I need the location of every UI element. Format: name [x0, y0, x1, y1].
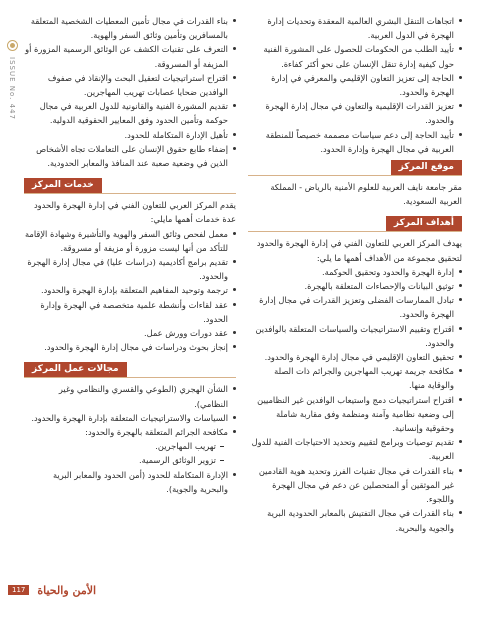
service-item: ترجمة وتوحيد المفاهيم المتعلقة بإدارة الهجرة والحدود.	[24, 283, 236, 297]
goal-item: اقتراح وتقييم الاستراتيجيات والسياسات المتعلقة بالوافدين والحدود.	[248, 322, 462, 350]
goal-item: تبادل الممارسات الفضلى وتعزيز القدرات في مجال إدارة الهجرة والحدود.	[248, 293, 462, 321]
goal-item: بناء القدرات في مجال التفتيش بالمعابر الحدودية البرية والجوية والبحرية.	[248, 506, 462, 534]
capacity-item: التعرف على تقنيات الكشف عن الوثائق الرسمية المزورة أو المزيفة أو المسروقة.	[24, 42, 236, 70]
location-heading	[248, 160, 462, 176]
service-item: عقد لقاءات وأنشطة علمية متخصصة في الهجرة وإدارة الحدود.	[24, 298, 236, 326]
goal-item: بناء القدرات في مجال تقنيات الفرز وتحديد هوية القادمين غير الموثقين أو المتحصلين عن دعم في مجال الهجرة واللجوء.	[248, 464, 462, 507]
ornament-icon	[7, 40, 18, 51]
intro-bullet: تأييد الحاجة إلى دعم سياسات مصممة خصيصاً للمنطقة العربية في مجال الهجرة وإدارة الحدود.	[248, 128, 462, 156]
field-item: مكافحة الجرائم المتعلقة بالهجرة والحدود:	[24, 425, 236, 439]
sub-field-item: تزوير الوثائق الرسمية.	[24, 453, 236, 467]
location-text: مقر جامعة نايف العربية للعلوم الأمنية بالرياض - المملكة العربية السعودية.	[270, 182, 462, 207]
goals-heading-label: أهداف المركز	[386, 216, 462, 231]
page-footer	[8, 579, 148, 601]
goals-heading	[248, 216, 462, 232]
fields-list	[24, 382, 236, 496]
intro-bullet: تأييد الطلب من الحكومات للحصول على المشورة الفنية حول كيفية إدارة تنقل الإنسان على نحو أكثر كفاءة.	[248, 42, 462, 70]
goal-item: تحقيق التعاون الإقليمي في مجال إدارة الهجرة والحدود.	[248, 350, 462, 364]
capacity-list	[24, 14, 236, 170]
magazine-logo: الأمن والحياة	[37, 583, 97, 597]
goal-item: توثيق البيانات والإحصاءات المتعلقة بالهجرة.	[248, 279, 462, 293]
field-item: الشأن الهجري (الطوعي والقسري والنظامي وغير النظامي).	[24, 382, 236, 410]
page-number: 117	[8, 585, 29, 595]
capacity-item: إضفاء طابع حقوق الإنسان على التعاملات تجاه الأشخاص الذين في وضعية صعبة عند المنافذ والمعابر الحدودية.	[24, 142, 236, 170]
goal-item: إدارة الهجرة والحدود وتحقيق الحوكمة.	[248, 265, 462, 279]
fields-heading-label: مجالات عمل المركز	[24, 362, 127, 377]
issue-marker	[4, 40, 20, 160]
left-column	[24, 14, 236, 496]
location-heading-label: موقع المركز	[391, 160, 462, 175]
service-item: عقد دورات وورش عمل.	[24, 326, 236, 340]
intro-bullet: تعزيز القدرات الإقليمية والتعاون في مجال إدارة الهجرة والحدود.	[248, 99, 462, 127]
service-item: معمل لفحص وثائق السفر والهوية والتأشيرة وشهادة الإقامة للتأكد من أنها ليست مزورة أو مزيفة أو مسروقة.	[24, 227, 236, 255]
goal-item: اقتراح استراتيجيات دمج واستيعاب الوافدين غير النظاميين إلى وضعية نظامية وآمنة ومنظمة وفق مقاربة شاملة وحقوقية وإنسانية.	[248, 393, 462, 436]
capacity-item: تقديم المشورة الفنية والقانونية للدول العربية في مجال حوكمة وتأمين الحدود وفق المعايير الحقوقية الدولية.	[24, 99, 236, 127]
intro-bullet: الحاجة إلى تعزيز التعاون الإقليمي والمعرفي في إدارة الهجرة والحدود.	[248, 71, 462, 99]
service-item: إنجاز بحوث ودراسات في مجال إدارة الهجرة والحدود.	[24, 340, 236, 354]
capacity-item: بناء القدرات في مجال تأمين المعطيات الشخصية المتعلقة بالمسافرين وتأمين وثائق السفر والهوية.	[24, 14, 236, 42]
services-intro: يقدم المركز العربي للتعاون الفني في إدارة الهجرة والحدود عدة خدمات أهمها مايلي:	[33, 200, 236, 225]
right-column	[248, 14, 462, 535]
goals-list	[248, 265, 462, 535]
field-item: السياسات والاستراتيجيات المتعلقة بإدارة الهجرة والحدود.	[24, 411, 236, 425]
capacity-item: تأهيل الإدارة المتكاملة للحدود.	[24, 128, 236, 142]
goal-item: تقديم توصيات وبرامج لتقييم وتحديد الاحتياجات الفنية للدول العربية.	[248, 435, 462, 463]
capacity-item: اقتراح استراتيجيات لتعقيل البحث والإنقاذ في صفوف الوافدين ضحايا عصابات تهريب المهاجرين.	[24, 71, 236, 99]
service-item: تقديم برامج أكاديمية (دراسات عليا) في مجال إدارة الهجرة والحدود.	[24, 255, 236, 283]
goal-item: مكافحة جريمة تهريب المهاجرين والجرائم ذات الصلة والوقاية منها.	[248, 364, 462, 392]
sub-field-item: تهريب المهاجرين.	[24, 439, 236, 453]
services-heading-label: خدمات المركز	[24, 178, 102, 193]
goals-intro: يهدف المركز العربي للتعاون الفني في إدارة الهجرة والحدود لتحقيق مجموعة من الأهداف أهمها ما يلي:	[256, 238, 462, 263]
issue-label: ISSUE No. 447	[8, 57, 16, 120]
field-item: الإدارة المتكاملة للحدود (أمن الحدود والمعابر البرية والبحرية والجوية).	[24, 468, 236, 496]
fields-heading	[24, 362, 236, 378]
services-heading	[24, 178, 236, 194]
intro-bullet: اتجاهات التنقل البشري العالمية المعقدة وتحديات إدارة الهجرة في الدول العربية.	[248, 14, 462, 42]
intro-list	[248, 14, 462, 156]
services-list	[24, 227, 236, 355]
